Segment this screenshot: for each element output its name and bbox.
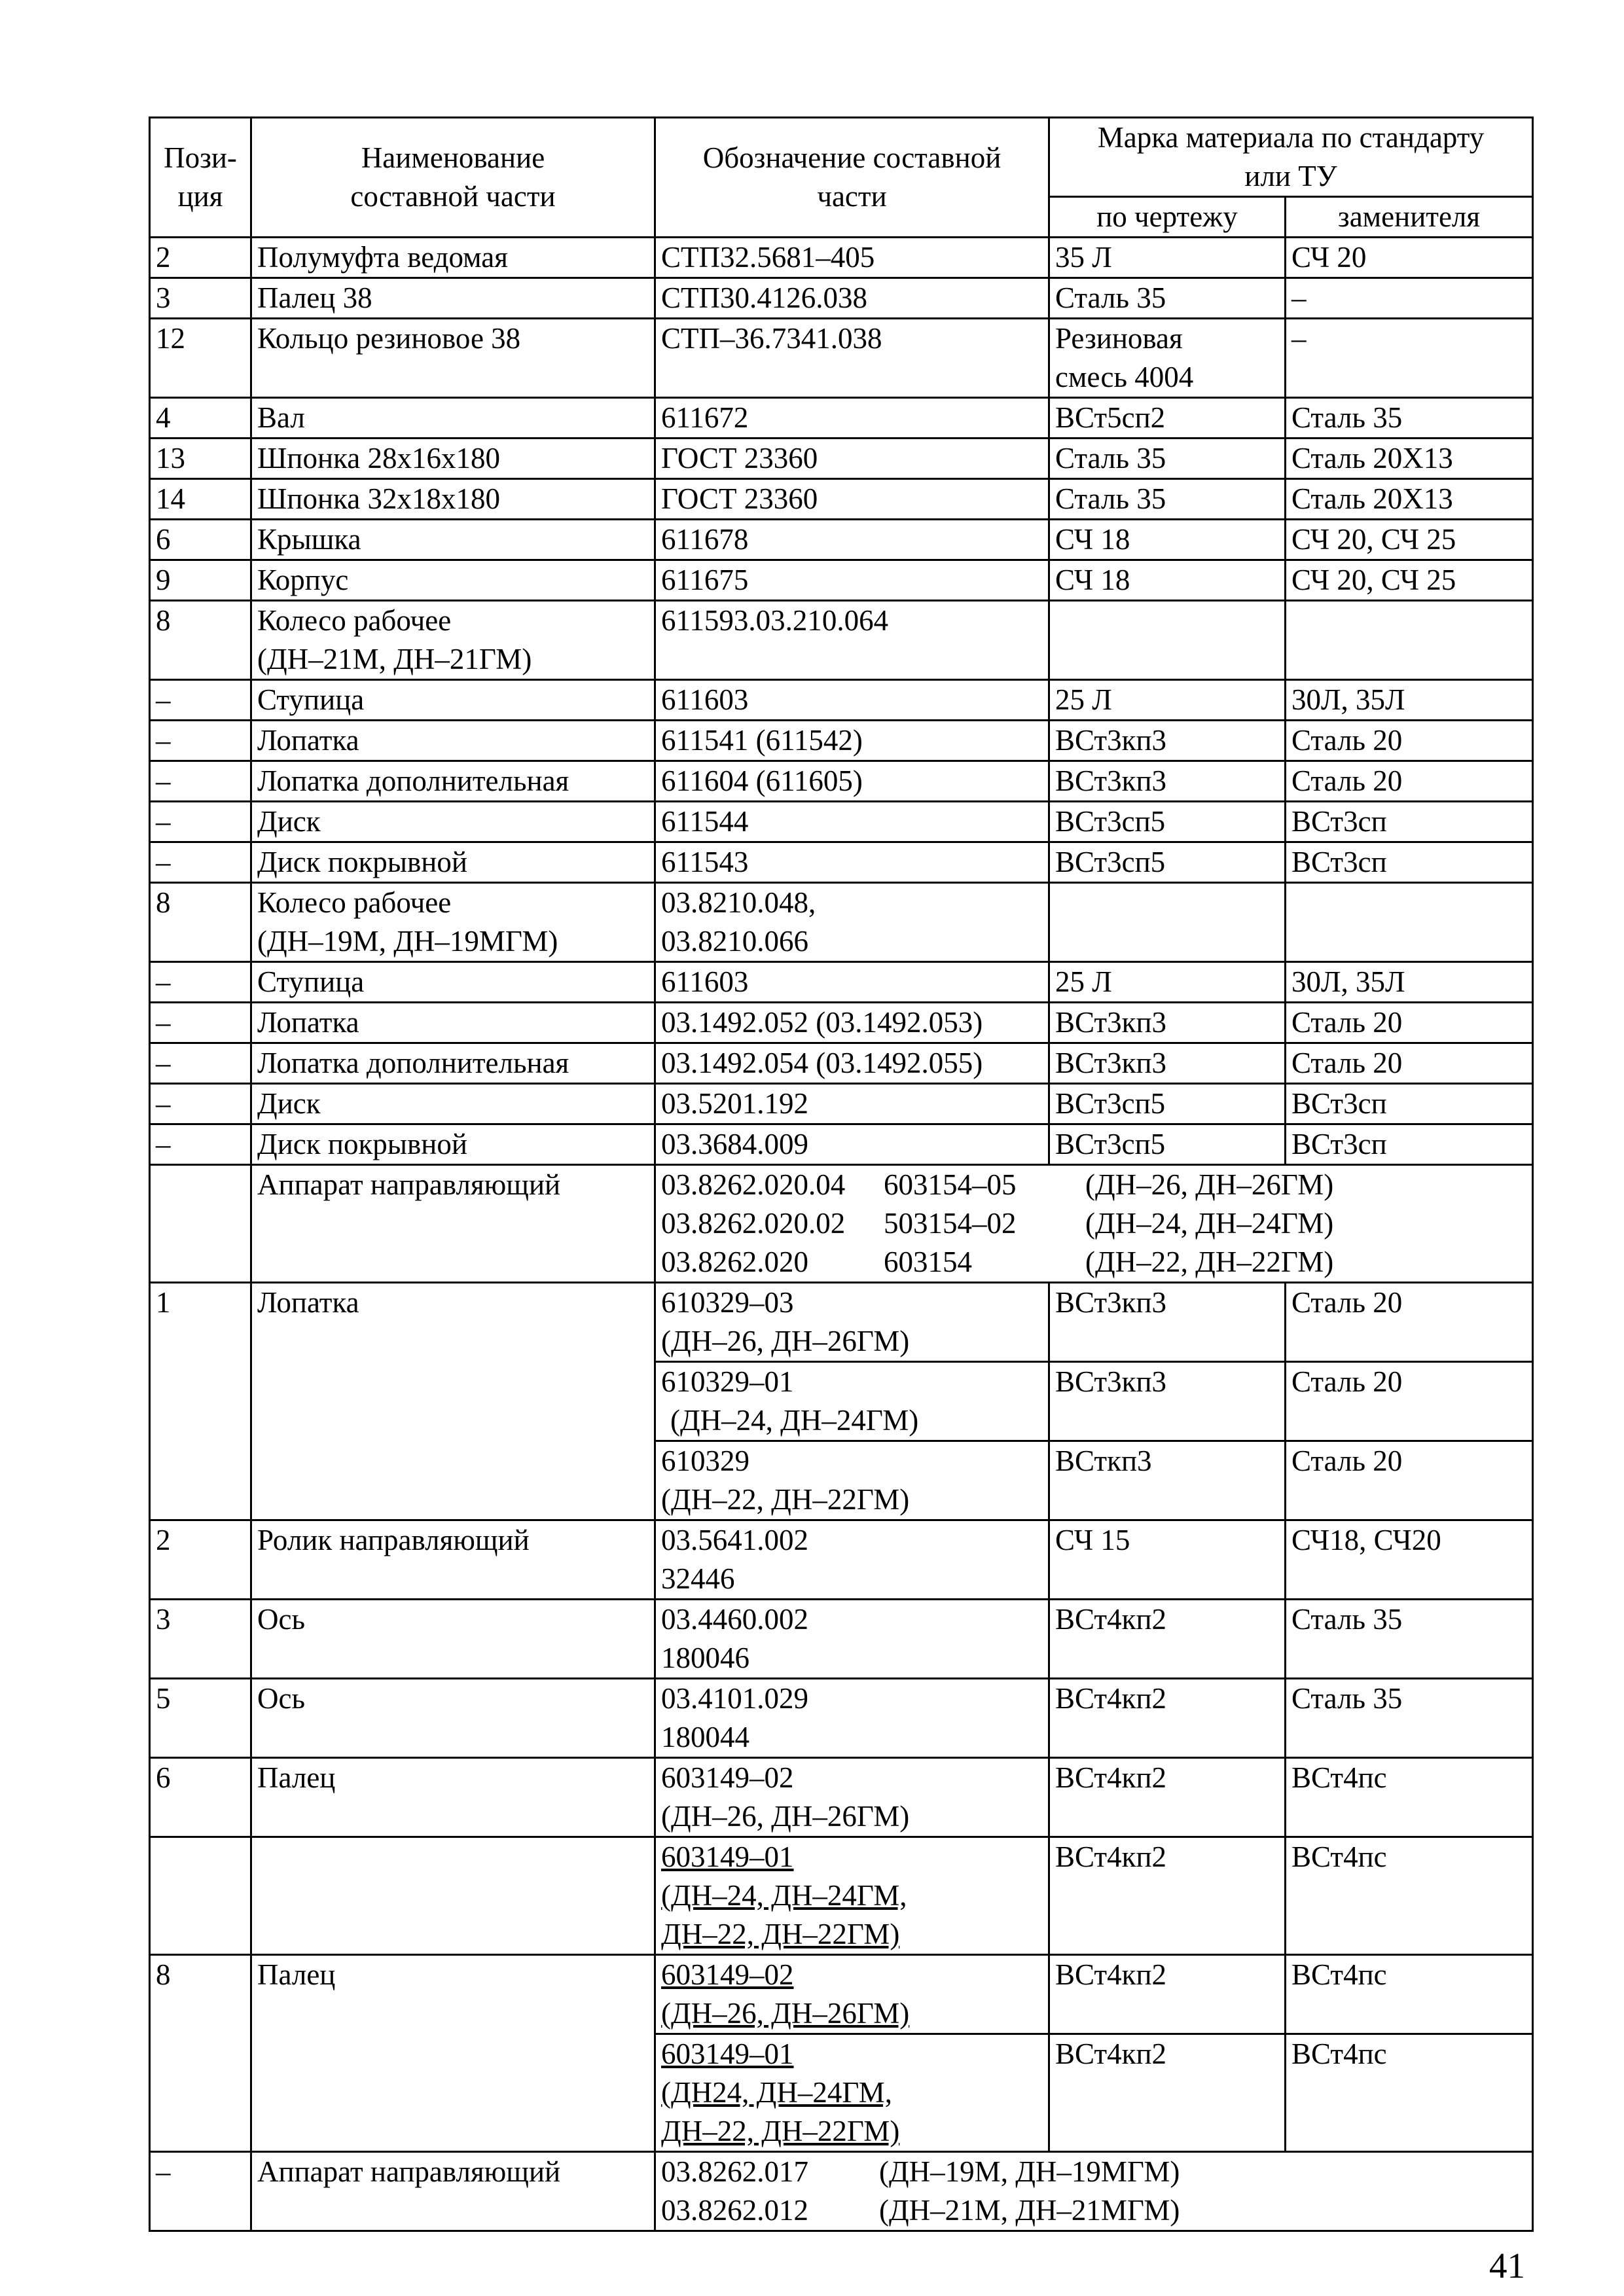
table-row xyxy=(150,238,1533,278)
parts-material-table xyxy=(149,117,1534,2232)
cell-designation: 611678 xyxy=(655,520,1049,560)
cell-position: – xyxy=(150,1124,251,1165)
cell-designation: СТП30.4126.038 xyxy=(655,278,1049,319)
cell-position: – xyxy=(150,1084,251,1124)
cell-name: Вал xyxy=(251,398,655,439)
table-row xyxy=(150,1283,1533,1362)
cell-name: Колесо рабочее (ДН–21М, ДН–21ГМ) xyxy=(251,601,655,680)
cell-position: 12 xyxy=(150,319,251,398)
cell-substitute: Сталь 20 xyxy=(1286,721,1533,761)
table-row xyxy=(150,842,1533,883)
cell-name: Ось xyxy=(251,1600,655,1679)
cell-material xyxy=(1049,883,1286,962)
cell-substitute: Сталь 20 xyxy=(1286,1441,1533,1520)
cell-substitute xyxy=(1286,883,1533,962)
cell-substitute: Сталь 35 xyxy=(1286,1600,1533,1679)
table-row xyxy=(150,802,1533,842)
header-material: Марка материала по стандарту или ТУ xyxy=(1049,118,1533,197)
cell-designation: СТП32.5681–405 xyxy=(655,238,1049,278)
cell-substitute: – xyxy=(1286,319,1533,398)
cell-material: 35 Л xyxy=(1049,238,1286,278)
cell-name: Палец 38 xyxy=(251,278,655,319)
cell-position: 13 xyxy=(150,439,251,479)
cell-material: ВСт5сп2 xyxy=(1049,398,1286,439)
cell-designation: 03.3684.009 xyxy=(655,1124,1049,1165)
cell-substitute: Сталь 20 xyxy=(1286,1003,1533,1043)
cell-material: СЧ 18 xyxy=(1049,520,1286,560)
pin-group xyxy=(150,1955,1533,2152)
cell-position: 5 xyxy=(150,1679,251,1758)
cell-guide-designations xyxy=(655,1165,1533,1283)
cell-position: 3 xyxy=(150,278,251,319)
cell-material: СЧ 15 xyxy=(1049,1520,1286,1600)
cell-substitute: Сталь 20 xyxy=(1286,1283,1533,1362)
cell-name: Полумуфта ведомая xyxy=(251,238,655,278)
cell-substitute: ВСт3сп xyxy=(1286,1124,1533,1165)
cell-name: Аппарат направляющий xyxy=(251,1165,655,1283)
cell-name: Лопатка дополнительная xyxy=(251,761,655,802)
cell-substitute xyxy=(1286,601,1533,680)
cell-material: ВСт3кп3 xyxy=(1049,1362,1286,1441)
cell-position: – xyxy=(150,761,251,802)
cell-position: – xyxy=(150,680,251,721)
cell-position xyxy=(150,1165,251,1283)
guide-line: 03.8262.012 (ДН–21М, ДН–21МГМ) xyxy=(661,2194,1180,2227)
cell-designation: ГОСТ 23360 xyxy=(655,439,1049,479)
cell-name: Лопатка xyxy=(251,721,655,761)
header-by-drawing: по чертежу xyxy=(1049,197,1286,238)
table-body-part1 xyxy=(150,238,1533,1165)
table-row xyxy=(150,439,1533,479)
cell-designation: 603149–01 (ДН24, ДН–24ГМ, ДН–22, ДН–22ГМ) xyxy=(655,2034,1049,2152)
cell-position: – xyxy=(150,2152,251,2231)
cell-substitute: Сталь 20 xyxy=(1286,1043,1533,1084)
cell-position: – xyxy=(150,1003,251,1043)
cell-designation: 611603 xyxy=(655,680,1049,721)
cell-name: Лопатка дополнительная xyxy=(251,1043,655,1084)
table-row xyxy=(150,680,1533,721)
cell-material: ВСт4кп2 xyxy=(1049,1837,1286,1955)
cell-name: Ролик направляющий xyxy=(251,1520,655,1600)
cell-material: 25 Л xyxy=(1049,680,1286,721)
cell-name: Диск покрывной xyxy=(251,1124,655,1165)
cell-designation: 603149–01 (ДН–24, ДН–24ГМ, ДН–22, ДН–22ГМ) xyxy=(655,1837,1049,1955)
cell-designation: 611593.03.210.064 xyxy=(655,601,1049,680)
cell-designation: 610329 (ДН–22, ДН–22ГМ) xyxy=(655,1441,1049,1520)
cell-designation: 03.1492.054 (03.1492.055) xyxy=(655,1043,1049,1084)
cell-designation: СТП–36.7341.038 xyxy=(655,319,1049,398)
cell-designation: 03.4460.002 180046 xyxy=(655,1600,1049,1679)
cell-designation: 03.5201.192 xyxy=(655,1084,1049,1124)
table-row xyxy=(150,278,1533,319)
cell-substitute: Сталь 20Х13 xyxy=(1286,479,1533,520)
cell-material: Сталь 35 xyxy=(1049,278,1286,319)
cell-position: 8 xyxy=(150,883,251,962)
cell-name: Крышка xyxy=(251,520,655,560)
cell-designation: 603149–02 (ДН–26, ДН–26ГМ) xyxy=(655,1955,1049,2034)
table-header xyxy=(150,118,1533,238)
header-substitute: заменителя xyxy=(1286,197,1533,238)
table-row xyxy=(150,560,1533,601)
guide-apparatus-block xyxy=(150,1165,1533,1283)
table-row xyxy=(150,1003,1533,1043)
cell-material: ВСт3кп3 xyxy=(1049,721,1286,761)
table-body-part2 xyxy=(150,1520,1533,1955)
cell-position: – xyxy=(150,962,251,1003)
cell-designation: 610329–03 (ДН–26, ДН–26ГМ) xyxy=(655,1283,1049,1362)
cell-position: 4 xyxy=(150,398,251,439)
table-row xyxy=(150,1520,1533,1600)
cell-material: ВСт3кп3 xyxy=(1049,1043,1286,1084)
cell-material: Резиновая смесь 4004 xyxy=(1049,319,1286,398)
cell-position: 1 xyxy=(150,1283,251,1520)
cell-position: – xyxy=(150,1043,251,1084)
cell-designation: 611672 xyxy=(655,398,1049,439)
cell-name: Диск xyxy=(251,802,655,842)
header-position: Пози- ция xyxy=(150,118,251,238)
cell-material: ВСт3сп5 xyxy=(1049,1124,1286,1165)
cell-substitute: ВСт3сп xyxy=(1286,1084,1533,1124)
guide-line: 03.8262.017 (ДН–19М, ДН–19МГМ) xyxy=(661,2155,1180,2188)
cell-name: Корпус xyxy=(251,560,655,601)
cell-substitute: СЧ 20, СЧ 25 xyxy=(1286,560,1533,601)
cell-designation: 610329–01 (ДН–24, ДН–24ГМ) xyxy=(655,1362,1049,1441)
table-row xyxy=(150,1043,1533,1084)
cell-designation: ГОСТ 23360 xyxy=(655,479,1049,520)
cell-position: 6 xyxy=(150,520,251,560)
blade-group xyxy=(150,1283,1533,1520)
table-row xyxy=(150,962,1533,1003)
table-row xyxy=(150,319,1533,398)
cell-position: 2 xyxy=(150,238,251,278)
cell-name: Ось xyxy=(251,1679,655,1758)
cell-material: ВСт3сп5 xyxy=(1049,842,1286,883)
cell-material: ВСт3кп3 xyxy=(1049,1003,1286,1043)
cell-substitute: СЧ 20, СЧ 25 xyxy=(1286,520,1533,560)
cell-name: Шпонка 32x18x180 xyxy=(251,479,655,520)
cell-name: Диск покрывной xyxy=(251,842,655,883)
table-row xyxy=(150,883,1533,962)
cell-substitute: ВСт4пс xyxy=(1286,1837,1533,1955)
cell-designation: 611543 xyxy=(655,842,1049,883)
header-name: Наименование составной части xyxy=(251,118,655,238)
cell-material: Сталь 35 xyxy=(1049,479,1286,520)
cell-material: ВСт3сп5 xyxy=(1049,1084,1286,1124)
cell-substitute: ВСт4пс xyxy=(1286,2034,1533,2152)
cell-name: Ступица xyxy=(251,962,655,1003)
cell-designation: 611541 (611542) xyxy=(655,721,1049,761)
cell-designation: 611603 xyxy=(655,962,1049,1003)
table-row xyxy=(150,2152,1533,2231)
cell-name: Шпонка 28x16x180 xyxy=(251,439,655,479)
cell-substitute: – xyxy=(1286,278,1533,319)
table-row xyxy=(150,1084,1533,1124)
cell-position: 8 xyxy=(150,601,251,680)
table-row xyxy=(150,761,1533,802)
table-row xyxy=(150,1955,1533,2034)
cell-material: ВСт4кп2 xyxy=(1049,1600,1286,1679)
cell-name: Ступица xyxy=(251,680,655,721)
table-row xyxy=(150,1165,1533,1283)
guide-line: 03.8262.020 603154 (ДН–22, ДН–22ГМ) xyxy=(661,1246,1334,1278)
cell-name: Диск xyxy=(251,1084,655,1124)
cell-designation: 611675 xyxy=(655,560,1049,601)
cell-position: 9 xyxy=(150,560,251,601)
cell-material: Сталь 35 xyxy=(1049,439,1286,479)
table-row xyxy=(150,721,1533,761)
guide-apparatus-block-2 xyxy=(150,2152,1533,2231)
cell-name xyxy=(251,1837,655,1955)
cell-material: ВСт3сп5 xyxy=(1049,802,1286,842)
cell-name: Палец xyxy=(251,1955,655,2152)
guide-line: 03.8262.020.04 603154–05 (ДН–26, ДН–26ГМ) xyxy=(661,1168,1334,1201)
cell-material: ВСт4кп2 xyxy=(1049,1679,1286,1758)
cell-name: Кольцо резиновое 38 xyxy=(251,319,655,398)
table-row xyxy=(150,479,1533,520)
cell-material: ВСт4кп2 xyxy=(1049,2034,1286,2152)
cell-substitute: Сталь 35 xyxy=(1286,1679,1533,1758)
cell-position: – xyxy=(150,721,251,761)
cell-designation: 03.4101.029 180044 xyxy=(655,1679,1049,1758)
cell-substitute: СЧ18, СЧ20 xyxy=(1286,1520,1533,1600)
cell-substitute: ВСт3сп xyxy=(1286,802,1533,842)
table-row xyxy=(150,1758,1533,1837)
cell-position: 6 xyxy=(150,1758,251,1837)
cell-name: Лопатка xyxy=(251,1283,655,1520)
header-designation: Обозначение составной части xyxy=(655,118,1049,238)
cell-material: ВСт4кп2 xyxy=(1049,1758,1286,1837)
table-row xyxy=(150,520,1533,560)
cell-position xyxy=(150,1837,251,1955)
cell-material: ВСт3кп3 xyxy=(1049,1283,1286,1362)
cell-designation: 611604 (611605) xyxy=(655,761,1049,802)
table-row xyxy=(150,1124,1533,1165)
cell-material: 25 Л xyxy=(1049,962,1286,1003)
cell-substitute: 30Л, 35Л xyxy=(1286,680,1533,721)
cell-name: Лопатка xyxy=(251,1003,655,1043)
cell-name: Палец xyxy=(251,1758,655,1837)
cell-designation: 611544 xyxy=(655,802,1049,842)
cell-position: – xyxy=(150,842,251,883)
table-row xyxy=(150,398,1533,439)
cell-material: СЧ 18 xyxy=(1049,560,1286,601)
cell-position: 3 xyxy=(150,1600,251,1679)
table-row xyxy=(150,1600,1533,1679)
guide-line: 03.8262.020.02 503154–02 (ДН–24, ДН–24ГМ) xyxy=(661,1207,1334,1240)
cell-designation: 603149–02 (ДН–26, ДН–26ГМ) xyxy=(655,1758,1049,1837)
cell-substitute: ВСт3сп xyxy=(1286,842,1533,883)
cell-name: Колесо рабочее (ДН–19М, ДН–19МГМ) xyxy=(251,883,655,962)
cell-substitute: Сталь 20Х13 xyxy=(1286,439,1533,479)
cell-designation: 03.8210.048, 03.8210.066 xyxy=(655,883,1049,962)
page-number: 41 xyxy=(1489,2246,1525,2286)
cell-name: Аппарат направляющий xyxy=(251,2152,655,2231)
cell-material: ВСт4кп2 xyxy=(1049,1955,1286,2034)
cell-material: ВСт3кп3 xyxy=(1049,761,1286,802)
cell-position: 8 xyxy=(150,1955,251,2152)
cell-substitute: 30Л, 35Л xyxy=(1286,962,1533,1003)
cell-substitute: Сталь 35 xyxy=(1286,398,1533,439)
cell-substitute: ВСт4пс xyxy=(1286,1955,1533,2034)
cell-designation: 03.1492.052 (03.1492.053) xyxy=(655,1003,1049,1043)
table-row xyxy=(150,601,1533,680)
cell-substitute: Сталь 20 xyxy=(1286,761,1533,802)
cell-guide-designations xyxy=(655,2152,1533,2231)
cell-substitute: Сталь 20 xyxy=(1286,1362,1533,1441)
cell-position: 2 xyxy=(150,1520,251,1600)
cell-substitute: СЧ 20 xyxy=(1286,238,1533,278)
cell-substitute: ВСт4пс xyxy=(1286,1758,1533,1837)
table-row xyxy=(150,1679,1533,1758)
table-row xyxy=(150,1837,1533,1955)
cell-position: 14 xyxy=(150,479,251,520)
cell-designation: 03.5641.002 32446 xyxy=(655,1520,1049,1600)
cell-material xyxy=(1049,601,1286,680)
cell-position: – xyxy=(150,802,251,842)
cell-material: ВСткп3 xyxy=(1049,1441,1286,1520)
